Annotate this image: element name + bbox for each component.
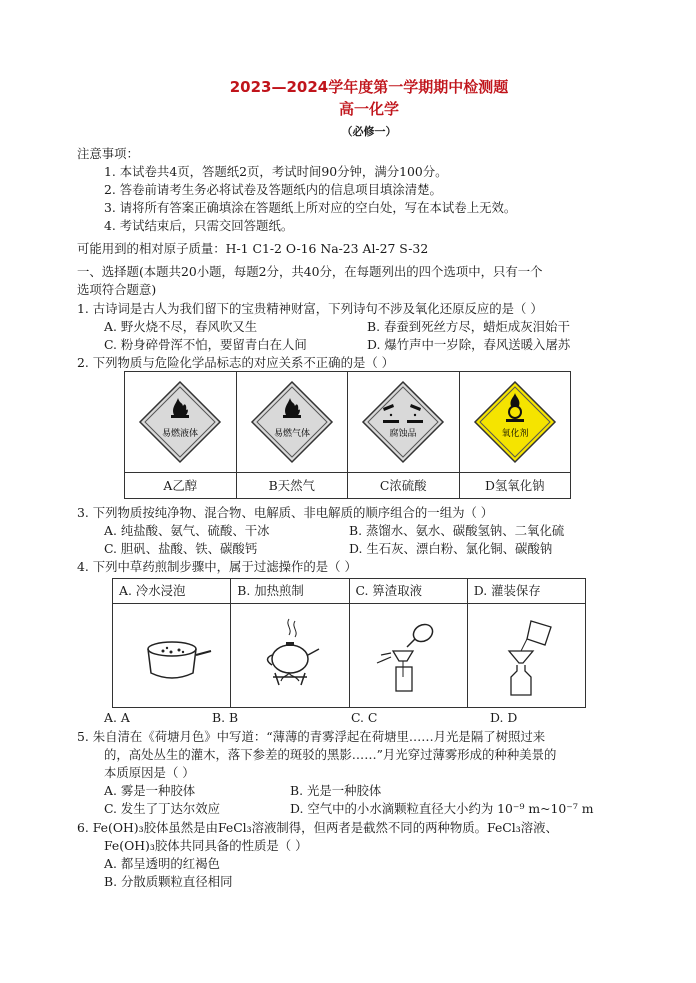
corrosive-sign-icon	[361, 380, 445, 464]
q2-sign-cell-c	[348, 372, 460, 473]
q2-caption-b: B天然气	[236, 473, 348, 499]
q1-option-a: A. 野火烧不尽，春风吹又生	[104, 319, 258, 334]
q5-stem-line-3: 本质原因是（ ）	[104, 765, 195, 780]
q4-header-a: A. 冷水浸泡	[113, 579, 231, 604]
atomic-masses: 可能用到的相对原子质量：H-1 C1-2 O-16 Na-23 Al-27 S-32	[77, 241, 429, 256]
filtering-icon	[363, 611, 453, 701]
q5-stem-line-2: 的，高处丛生的灌木，落下参差的斑驳的黑影……”月光穿过薄雾形成的种种美景的	[104, 747, 557, 762]
q2-caption-d: D氢氧化钠	[459, 473, 571, 499]
bottling-icon	[481, 611, 571, 701]
flammable-liquid-sign-icon	[138, 380, 222, 464]
q4-option-c: C. C	[351, 710, 378, 725]
q2-sign-label-a: 易燃液体	[162, 429, 199, 439]
q2-hazard-table	[124, 371, 571, 499]
q5-option-b: B. 光是一种胶体	[290, 783, 382, 798]
section1-intro-2: 选项符合题意)	[77, 282, 157, 297]
q4-option-a: A. A	[104, 710, 130, 725]
q4-option-b: B. B	[212, 710, 239, 725]
q2-stem: 2. 下列物质与危险化学品标志的对应关系不正确的是（ ）	[77, 355, 395, 370]
q2-sign-label-b: 易燃气体	[273, 429, 310, 439]
q4-image-d	[467, 604, 585, 708]
q4-stem: 4. 下列中草药煎制步骤中，属于过滤操作的是（ ）	[77, 559, 357, 574]
q4-steps-table	[112, 578, 586, 708]
q3-option-a: A. 纯盐酸、氨气、硫酸、干冰	[104, 523, 270, 538]
q6-option-a: A. 都呈透明的红褐色	[104, 856, 220, 871]
q6-stem-line-1: 6. Fe(OH)₃胶体虽然是由FeCl₃溶液制得，但两者是截然不同的两种物质。FeCl₃溶液、	[77, 820, 558, 835]
q5-option-d: D. 空气中的小水滴颗粒直径大小约为 10⁻⁹ m~10⁻⁷ m	[290, 801, 594, 816]
q2-sign-cell-b	[236, 372, 348, 473]
q3-option-b: B. 蒸馏水、氨水、碳酸氢钠、二氧化硫	[349, 523, 565, 538]
notice-item-1: 1. 本试卷共4页，答题纸2页，考试时间90分钟，满分100分。	[104, 164, 448, 179]
q2-sign-label-c: 腐蚀品	[389, 429, 417, 439]
notice-item-2: 2. 答卷前请考生务必将试卷及答题纸内的信息项目填涂清楚。	[104, 182, 442, 197]
q2-sign-cell-d	[459, 372, 571, 473]
oxidizer-sign-icon	[473, 380, 557, 464]
q1-option-b: B. 春蚕到死丝方尽，蜡炬成灰泪始干	[367, 319, 570, 334]
q3-stem: 3. 下列物质按纯净物、混合物、电解质、非电解质的顺序组合的一组为（ ）	[77, 505, 494, 520]
exam-subject: 高一化学	[338, 100, 399, 118]
exam-module: （必修一）	[341, 125, 397, 138]
notice-item-3: 3. 请将所有答案正确填涂在答题纸上所对应的空白处，写在本试卷上无效。	[104, 200, 517, 215]
q2-sign-label-d: 氧化剂	[501, 429, 529, 439]
q4-option-d: D. D	[490, 710, 518, 725]
section1-intro-1: 一、选择题(本题共20小题，每题2分，共40分，在每题列出的四个选项中，只有一个	[77, 264, 543, 279]
heating-teapot-icon	[245, 611, 335, 701]
q4-header-d: D. 灌装保存	[467, 579, 585, 604]
q3-option-d: D. 生石灰、漂白粉、氯化铜、碳酸钠	[349, 541, 553, 556]
q4-header-b: B. 加热煎制	[231, 579, 349, 604]
q5-option-c: C. 发生了丁达尔效应	[104, 801, 221, 816]
flammable-gas-sign-icon	[250, 380, 334, 464]
exam-title: 2023—2024学年度第一学期期中检测题	[229, 78, 509, 96]
q2-caption-c: C浓硫酸	[348, 473, 460, 499]
q4-image-a	[113, 604, 231, 708]
q4-image-b	[231, 604, 349, 708]
notice-heading: 注意事项：	[77, 146, 139, 161]
q6-stem-line-2: Fe(OH)₃胶体共同具备的性质是（ ）	[104, 838, 308, 853]
q3-option-c: C. 胆矾、盐酸、铁、碳酸钙	[104, 541, 258, 556]
q1-stem: 1. 古诗词是古人为我们留下的宝贵精神财富，下列诗句不涉及氧化还原反应的是（ ）	[77, 301, 543, 316]
soaking-pot-icon	[127, 611, 217, 701]
q2-sign-cell-a	[125, 372, 237, 473]
notice-item-4: 4. 考试结束后，只需交回答题纸。	[104, 218, 294, 233]
q6-option-b: B. 分散质颗粒直径相同	[104, 874, 233, 889]
q4-image-c	[349, 604, 467, 708]
q5-stem-line-1: 5. 朱自清在《荷塘月色》中写道：“薄薄的青雾浮起在荷塘里……月光是隔了树照过来	[77, 729, 546, 744]
q4-header-c: C. 箅渣取液	[349, 579, 467, 604]
q1-option-d: D. 爆竹声中一岁除，春风送暖入屠苏	[367, 337, 571, 352]
q1-option-c: C. 粉身碎骨浑不怕，要留青白在人间	[104, 337, 307, 352]
q2-caption-a: A乙醇	[125, 473, 237, 499]
q5-option-a: A. 雾是一种胶体	[104, 783, 196, 798]
